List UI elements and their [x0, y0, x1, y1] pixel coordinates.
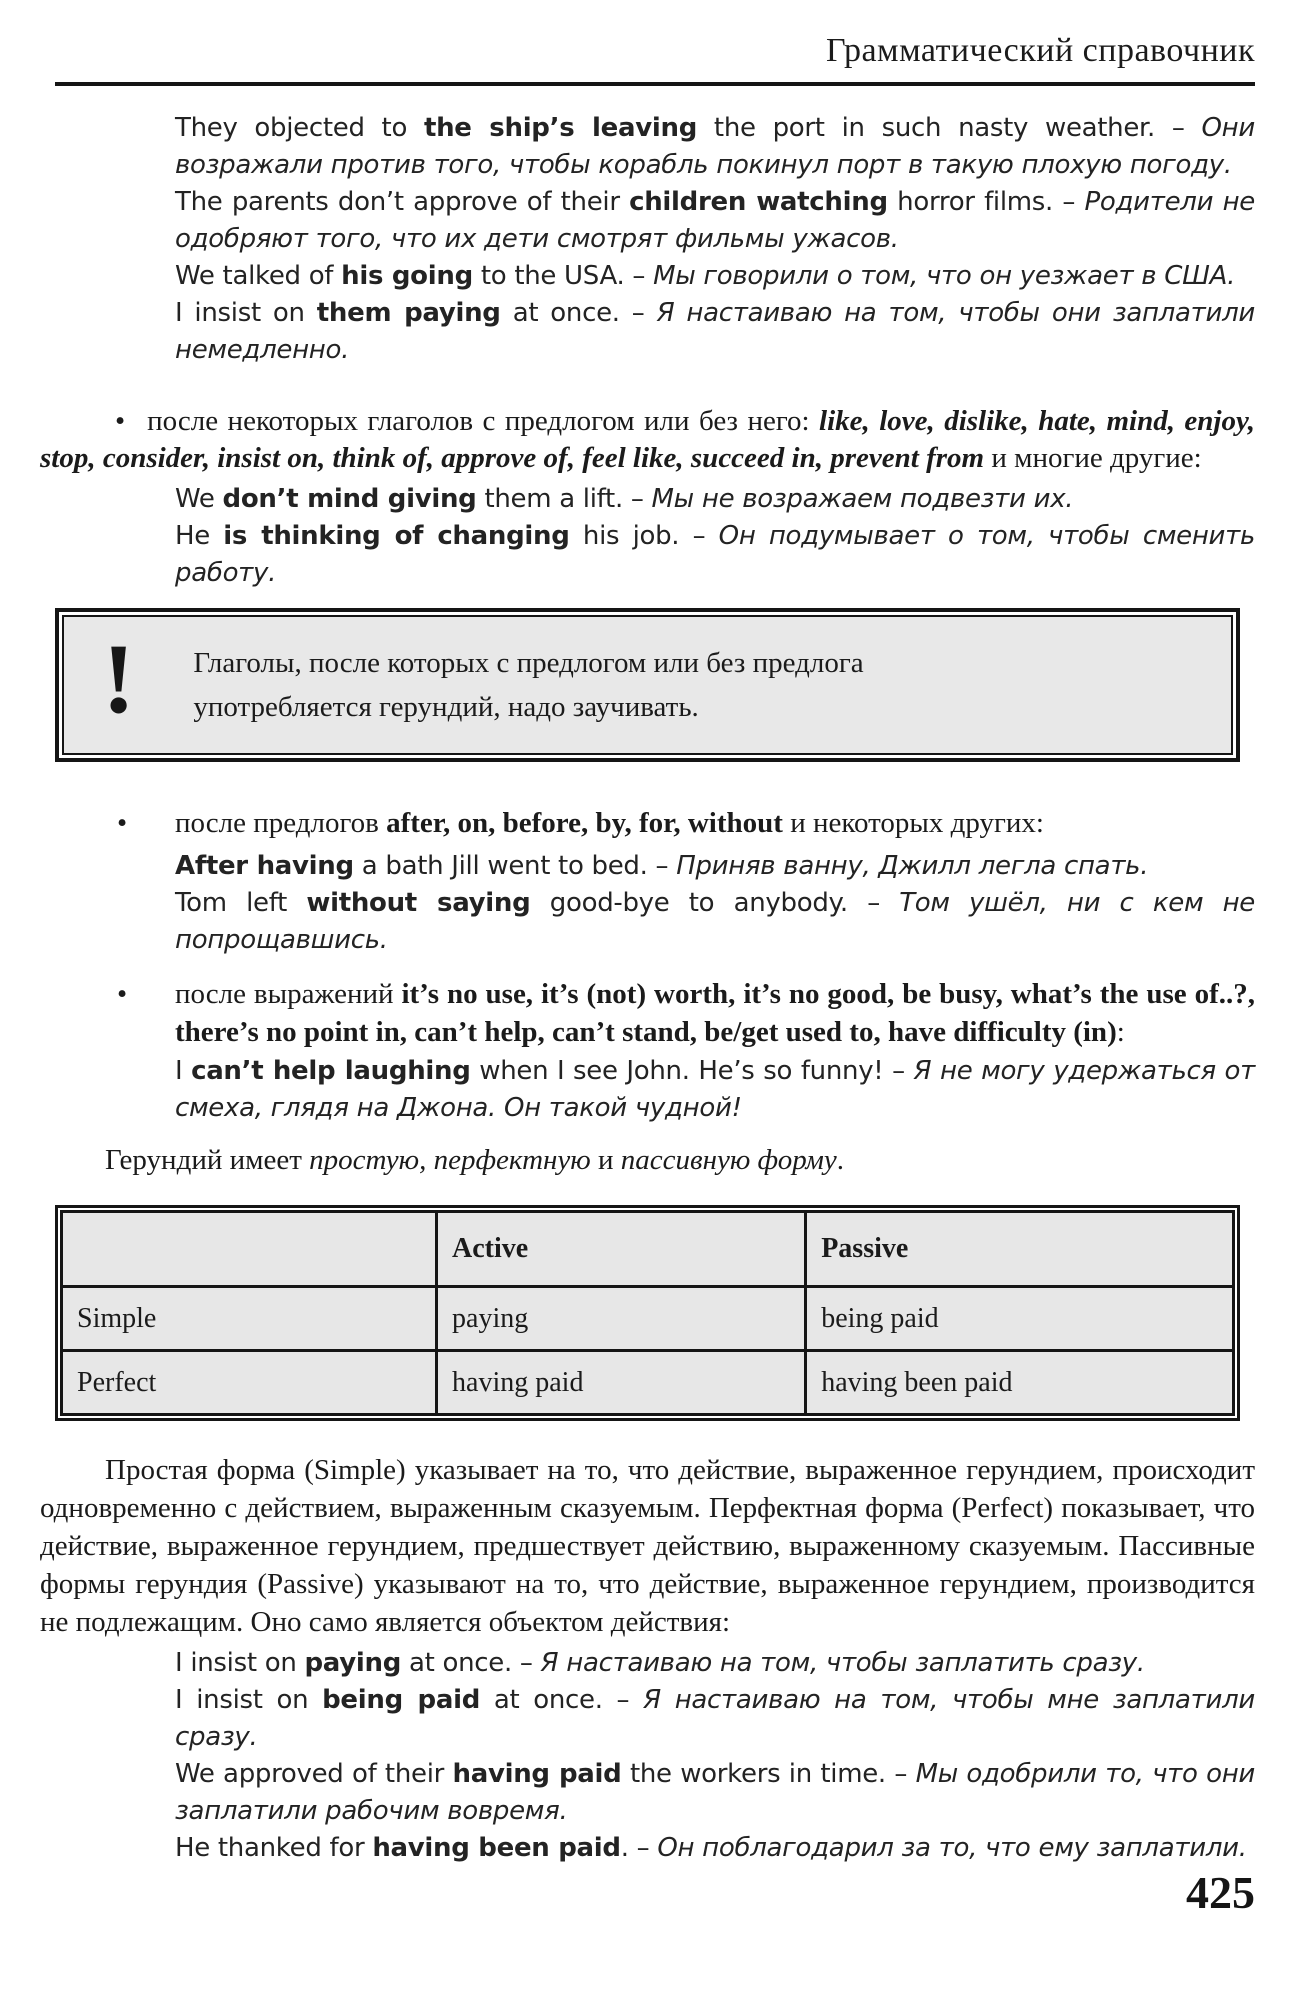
text-run: being paid: [322, 1685, 481, 1715]
text-run: We: [175, 484, 223, 514]
text-run: don’t mind giving: [222, 484, 477, 514]
bullet-icon: •: [117, 978, 128, 1010]
text-run: having paid: [452, 1759, 622, 1789]
example-block-intro: [175, 110, 1255, 369]
bullet-text: [175, 978, 1255, 1048]
text-run: the ship’s leaving: [423, 113, 698, 143]
text-run: his job. –: [569, 521, 719, 551]
text-run: good-bye to anybody. –: [530, 888, 900, 918]
text-run: Приняв ванну, Джилл легла спать.: [676, 851, 1149, 881]
bullet-item-prepositions: [117, 804, 1255, 842]
example-sentence: [175, 295, 1255, 369]
text-run: They objected to: [175, 113, 424, 143]
text-run: I insist on: [175, 1648, 305, 1678]
bullet-icon: •: [115, 405, 126, 437]
example-sentence: [175, 1645, 1255, 1682]
table-row: [62, 1351, 1234, 1415]
text-run: We approved of their: [175, 1759, 453, 1789]
gerund-forms-table-grid: [60, 1210, 1235, 1416]
example-sentence: [175, 258, 1255, 295]
text-run: it’s no use, it’s (not) worth, it’s no good, be busy, what’s the use of..?, there’s no point in, can’t help, can’t stand, be/get used to, have difficulty (in): [175, 978, 1255, 1048]
text-run: at once. –: [480, 1685, 644, 1715]
table-row: [62, 1287, 1234, 1351]
page-title: Грамматический справочник: [825, 32, 1255, 69]
example-sentence: [175, 518, 1255, 592]
example-sentence: [175, 885, 1255, 959]
text-run: The parents don’t approve of their: [175, 187, 630, 217]
bullet-text: [175, 807, 1044, 839]
text-run: is thinking of changing: [223, 521, 570, 551]
text-run: Мы говорили о том, что он уезжает в США.: [653, 261, 1236, 291]
text-run: Tom left: [175, 888, 307, 918]
example-sentence: [175, 1756, 1255, 1830]
text-run: them a lift. –: [476, 484, 652, 514]
example-sentence: [175, 110, 1255, 184]
text-run: и некоторых других:: [782, 807, 1044, 839]
text-run: и: [590, 1144, 621, 1176]
text-run: Они возражали против того, чтобы корабль покинул порт в такую плохую погоду.: [175, 113, 1255, 180]
text-run: the port in such nasty weather. –: [697, 113, 1202, 143]
text-run: at once. –: [401, 1648, 541, 1678]
example-sentence: [175, 184, 1255, 258]
text-run: Я настаиваю на том, чтобы заплатить сразу.: [540, 1648, 1145, 1678]
table-cell: having been paid: [806, 1351, 1234, 1415]
example-block-forms: [175, 1645, 1255, 1867]
text-run: at once. –: [500, 298, 657, 328]
text-run: to the USA. –: [472, 261, 654, 291]
bullet-item-verbs: [40, 403, 1255, 477]
example-block-expressions: [175, 1053, 1255, 1127]
table-header-cell: Passive: [806, 1212, 1234, 1287]
warning-box-inner: [62, 615, 1233, 755]
text-run: .: [836, 1144, 844, 1176]
text-run: without saying: [306, 888, 531, 918]
text-run: horror films. –: [887, 187, 1085, 217]
example-sentence: [175, 1682, 1255, 1756]
text-run: простую, перфектную: [309, 1144, 591, 1176]
text-run: We talked of: [175, 261, 342, 291]
text-run: He thanked for: [175, 1833, 373, 1863]
text-run: After having: [175, 851, 354, 881]
text-run: после выражений: [175, 978, 402, 1010]
text-run: Родители не одобряют того, что их дети смотрят фильмы ужасов.: [175, 187, 1256, 254]
text-run: Мы одобрили то, что они заплатили рабочим вовремя.: [175, 1759, 1256, 1826]
table-header-row: [62, 1212, 1234, 1287]
text-run: после предлогов: [175, 807, 387, 839]
text-run: Том ушёл, ни с кем не попрощавшись.: [175, 888, 1255, 955]
text-run: I: [175, 1056, 192, 1086]
text-run: like, love, dislike, hate, mind, enjoy, stop, consider, insist on, think of, approve of, feel like, succeed in, prevent from: [40, 405, 1255, 474]
text-run: . –: [620, 1833, 658, 1863]
text-run: Я настаиваю на том, чтобы они заплатили немедленно.: [175, 298, 1255, 365]
exclamation-icon: !: [102, 623, 136, 734]
table-cell: having paid: [437, 1351, 806, 1415]
page-number: 425: [1186, 1867, 1255, 1918]
example-block-prepositions: [175, 848, 1255, 959]
text-run: his going: [341, 261, 473, 291]
text-run: children watching: [629, 187, 888, 217]
text-run: when I see John. He’s so funny! –: [470, 1056, 914, 1086]
text-run: after, on, before, by, for, without: [386, 807, 783, 839]
text-run: Я настаиваю на том, чтобы мне заплатили сразу.: [175, 1685, 1255, 1752]
forms-explanation-paragraph: Простая форма (Simple) указывает на то, что действие, выраженное герундием, происходит одновременно с действием, выраженным сказуемым. Перфектная форма (Perfect) показывает, что действие, выраженное герундием, предшествует действию, выраженному сказуемым. Пассивные формы герундия (Passive) указывают на то, что действие, выраженное герундием, производится не подлежащим. Оно само является объектом действия:: [40, 1454, 1255, 1638]
text-run: them paying: [316, 298, 501, 328]
text-run: paying: [304, 1648, 402, 1678]
text-run: I insist on: [175, 298, 317, 328]
table-header-cell: [62, 1212, 437, 1287]
bullet-icon: •: [117, 807, 128, 839]
header-rule: [55, 82, 1255, 86]
warning-box: [55, 608, 1240, 762]
text-run: Он подумывает о том, чтобы сменить работу.: [175, 521, 1256, 588]
text-run: Мы не возражаем подвезти их.: [651, 484, 1074, 514]
table-cell: Simple: [62, 1287, 437, 1351]
text-run: после некоторых глаголов с предлогом или без него:: [147, 405, 820, 437]
example-sentence: [175, 481, 1255, 518]
table-cell: Perfect: [62, 1351, 437, 1415]
text-run: can’t help laughing: [191, 1056, 471, 1086]
warning-text: Глаголы, после которых с предлогом или без предлога употребляется герундий, надо заучивать.: [193, 647, 864, 723]
text-run: having been paid: [372, 1833, 621, 1863]
bullet-item-expressions: [117, 975, 1255, 1051]
bullet-text: [40, 405, 1255, 474]
text-run: He: [175, 521, 224, 551]
text-run: I insist on: [175, 1685, 323, 1715]
example-sentence: [175, 1053, 1255, 1127]
text-run: a bath Jill went to bed. –: [353, 851, 677, 881]
text-run: Герундий имеет: [105, 1144, 310, 1176]
table-cell: paying: [437, 1287, 806, 1351]
text-run: Он поблагодарил за то, что ему заплатили.: [657, 1833, 1247, 1863]
example-sentence: [175, 848, 1255, 885]
example-block-verbs: [175, 481, 1255, 592]
example-sentence: [175, 1830, 1255, 1867]
text-run: the workers in time. –: [621, 1759, 916, 1789]
table-cell: being paid: [806, 1287, 1234, 1351]
gerund-forms-table: [55, 1205, 1240, 1421]
text-run: и многие другие:: [984, 442, 1202, 474]
table-header-cell: Active: [437, 1212, 806, 1287]
gerund-forms-intro: [40, 1141, 1255, 1179]
text-run: пассивную форму: [620, 1144, 837, 1176]
text-run: Я не могу удержаться от смеха, глядя на Джона. Он такой чудной!: [175, 1056, 1255, 1123]
text-run: :: [1116, 1016, 1125, 1048]
